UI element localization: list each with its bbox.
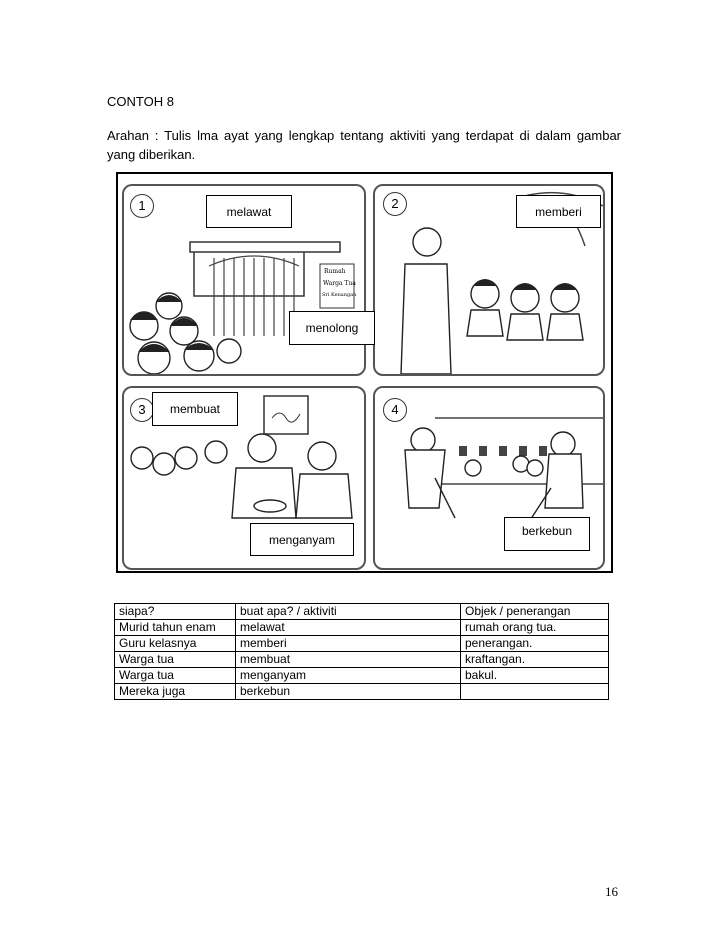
table-row <box>115 668 609 684</box>
sign-line: Rumah <box>324 268 346 275</box>
picture-frame <box>116 172 613 573</box>
table-row <box>115 620 609 636</box>
table-row <box>115 684 609 700</box>
table-cell: penerangan. <box>461 636 609 652</box>
table-cell: Warga tua <box>115 668 236 684</box>
panel-number: 1 <box>130 194 154 218</box>
table-cell: bakul. <box>461 668 609 684</box>
sign-line: Warga Tua <box>323 280 356 287</box>
label-berkebun: berkebun <box>504 517 590 551</box>
activity-table <box>114 603 609 700</box>
table-cell: Mereka juga <box>115 684 236 700</box>
table-cell: memberi <box>236 636 461 652</box>
panel-number: 3 <box>130 398 154 422</box>
table-header-row <box>115 604 609 620</box>
table-cell: Warga tua <box>115 652 236 668</box>
header-cell: buat apa? / aktiviti <box>236 604 461 620</box>
label-memberi: memberi <box>516 195 601 228</box>
table-cell: melawat <box>236 620 461 636</box>
example-heading: CONTOH 8 <box>107 94 174 109</box>
label-menganyam: menganyam <box>250 523 354 556</box>
table-cell: Murid tahun enam <box>115 620 236 636</box>
table-cell: membuat <box>236 652 461 668</box>
instruction-text: Arahan : Tulis lma ayat yang lengkap tentang aktiviti yang terdapat di dalam gambar yang diberikan. <box>107 128 621 162</box>
page-number: 16 <box>605 884 618 899</box>
header-cell: Objek / penerangan <box>461 604 609 620</box>
label-melawat: melawat <box>206 195 292 228</box>
table-row <box>115 636 609 652</box>
label-menolong: menolong <box>289 311 375 345</box>
header-cell: siapa? <box>115 604 236 620</box>
table-cell: menganyam <box>236 668 461 684</box>
table-cell: kraftangan. <box>461 652 609 668</box>
table-cell: Guru kelasnya <box>115 636 236 652</box>
table-cell: berkebun <box>236 684 461 700</box>
table-cell <box>461 684 609 700</box>
label-membuat: membuat <box>152 392 238 426</box>
table-cell: rumah orang tua. <box>461 620 609 636</box>
panel-number: 4 <box>383 398 407 422</box>
sign-line: Sri Kenangan <box>322 292 357 298</box>
panel-number: 2 <box>383 192 407 216</box>
table-row <box>115 652 609 668</box>
